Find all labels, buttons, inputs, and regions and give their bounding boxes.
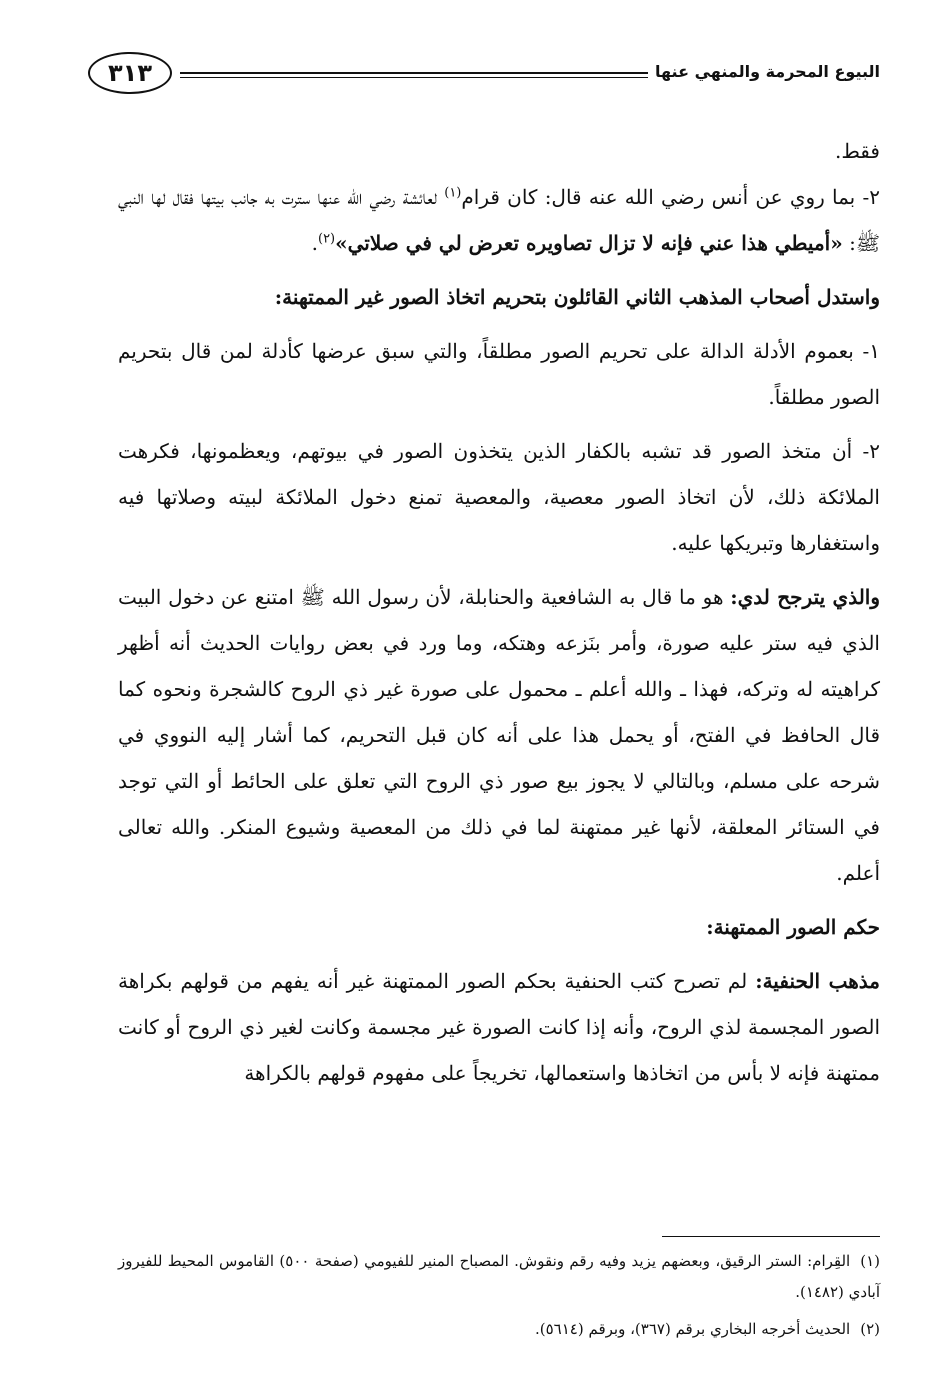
footnote-ref[interactable]: (١) [444, 185, 462, 201]
page-number: ٣١٣ [88, 52, 172, 94]
paragraph [118, 274, 880, 320]
header-rule-thin [180, 77, 648, 78]
header-title: البيوع المحرمة والمنهي عنها [654, 62, 880, 81]
paragraph [118, 128, 880, 174]
hadith-quote: «أميطي هذا عني فإنه لا تزال تصاويره تعرض لي في صلاتي» [335, 231, 843, 255]
paragraph-text: لم تصرح كتب الحنفية بحكم الصور الممتهنة غير أنه يفهم من قولهم بكراهة الصور المجسمة لذي الروح، وأنه إذا كانت الصورة غير مجسمة وكانت لغير ذي الروح أو كانت ممتهنة فإنه لا بأس من اتخاذها واستعمالها، تخريجاً على مفهوم قولهم بالكراهة [118, 969, 880, 1085]
paragraph-text: . [311, 231, 318, 255]
paragraph-text: ٢- بما روي عن أنس رضي الله عنه قال: كان قرام [461, 185, 880, 209]
paragraph-text: ١- بعموم الأدلة الدالة على تحريم الصور مطلقاً، والتي سبق عرضها كأدلة لمن قال بتحريم الصور مطلقاً. [118, 339, 880, 409]
footnote-ref[interactable]: (٢) [317, 231, 336, 247]
section-heading: حكم الصور الممتهنة: [706, 915, 880, 939]
footnote-separator [662, 1236, 880, 1237]
footnote-number: (١) [860, 1252, 881, 1270]
footnote [118, 1246, 880, 1308]
paragraph [118, 328, 880, 420]
paragraph-text: هو ما قال به الشافعية والحنابلة، لأن رسول الله ﷺ امتنع عن دخول البيت الذي فيه ستر عليه صورة، وأمر بنَزعه وهتكه، وما ورد في بعض روايات الحديث أنه أظهر كراهيته له وتركه، فهذا ـ والله أعلم ـ محمول على صورة غير ذي الروح كالشجرة ونحوه كما قال الحافظ في الفتح، أو يحمل هذا على أنه كان قبل التحريم، كما أشار إليه النووي في شرحه على مسلم، وبالتالي لا يجوز بيع صور ذي الروح التي تعلق على الحائط أو التي توجد في الستائر المعلقة، لأنها غير ممتهنة لما في ذلك من المعصية وشيوع المنكر. والله تعالى أعلم. [118, 585, 880, 885]
paragraph [118, 174, 880, 266]
footnotes [118, 1246, 880, 1351]
paragraph-text: لعائشة رضي الله عنها سترت به جانب بيتها فقال لها النبي ﷺ: [118, 185, 880, 255]
school-lead: مذهب الحنفية: [755, 969, 880, 993]
header-rule [180, 72, 648, 74]
footnote-text: القِرام: الستر الرقيق، وبعضهم يزيد وفيه رقم ونقوش. المصباح المنير للفيومي (صفحة ٥٠٠) القاموس المحيط للفيروز آبادي (١٤٨٢). [118, 1252, 880, 1301]
running-header [88, 50, 880, 100]
footnote-text: الحديث أخرجه البخاري برقم (٣٦٧)، وبرقم (٥٦١٤). [534, 1320, 851, 1338]
footnote-number: (٢) [860, 1320, 880, 1338]
paragraph [118, 958, 880, 1096]
paragraph-text: ٢- أن متخذ الصور قد تشبه بالكفار الذين يتخذون الصور في بيوتهم، ويعظمونها، فكرهت الملائكة ذلك، لأن اتخاذ الصور معصية، والمعصية تمنع دخول الملائكة لبيته وصلاتها فيه واستغفارها وتبريكها عليه. [118, 439, 880, 555]
section-lead: واستدل أصحاب المذهب الثاني القائلون بتحريم اتخاذ الصور غير الممتهنة: [274, 285, 880, 309]
paragraph [118, 574, 880, 896]
paragraph-text: فقط. [834, 139, 880, 163]
main-text [118, 128, 880, 1104]
footnote [118, 1314, 880, 1345]
opinion-lead: والذي يترجح لدي: [730, 585, 880, 609]
paragraph [118, 428, 880, 566]
